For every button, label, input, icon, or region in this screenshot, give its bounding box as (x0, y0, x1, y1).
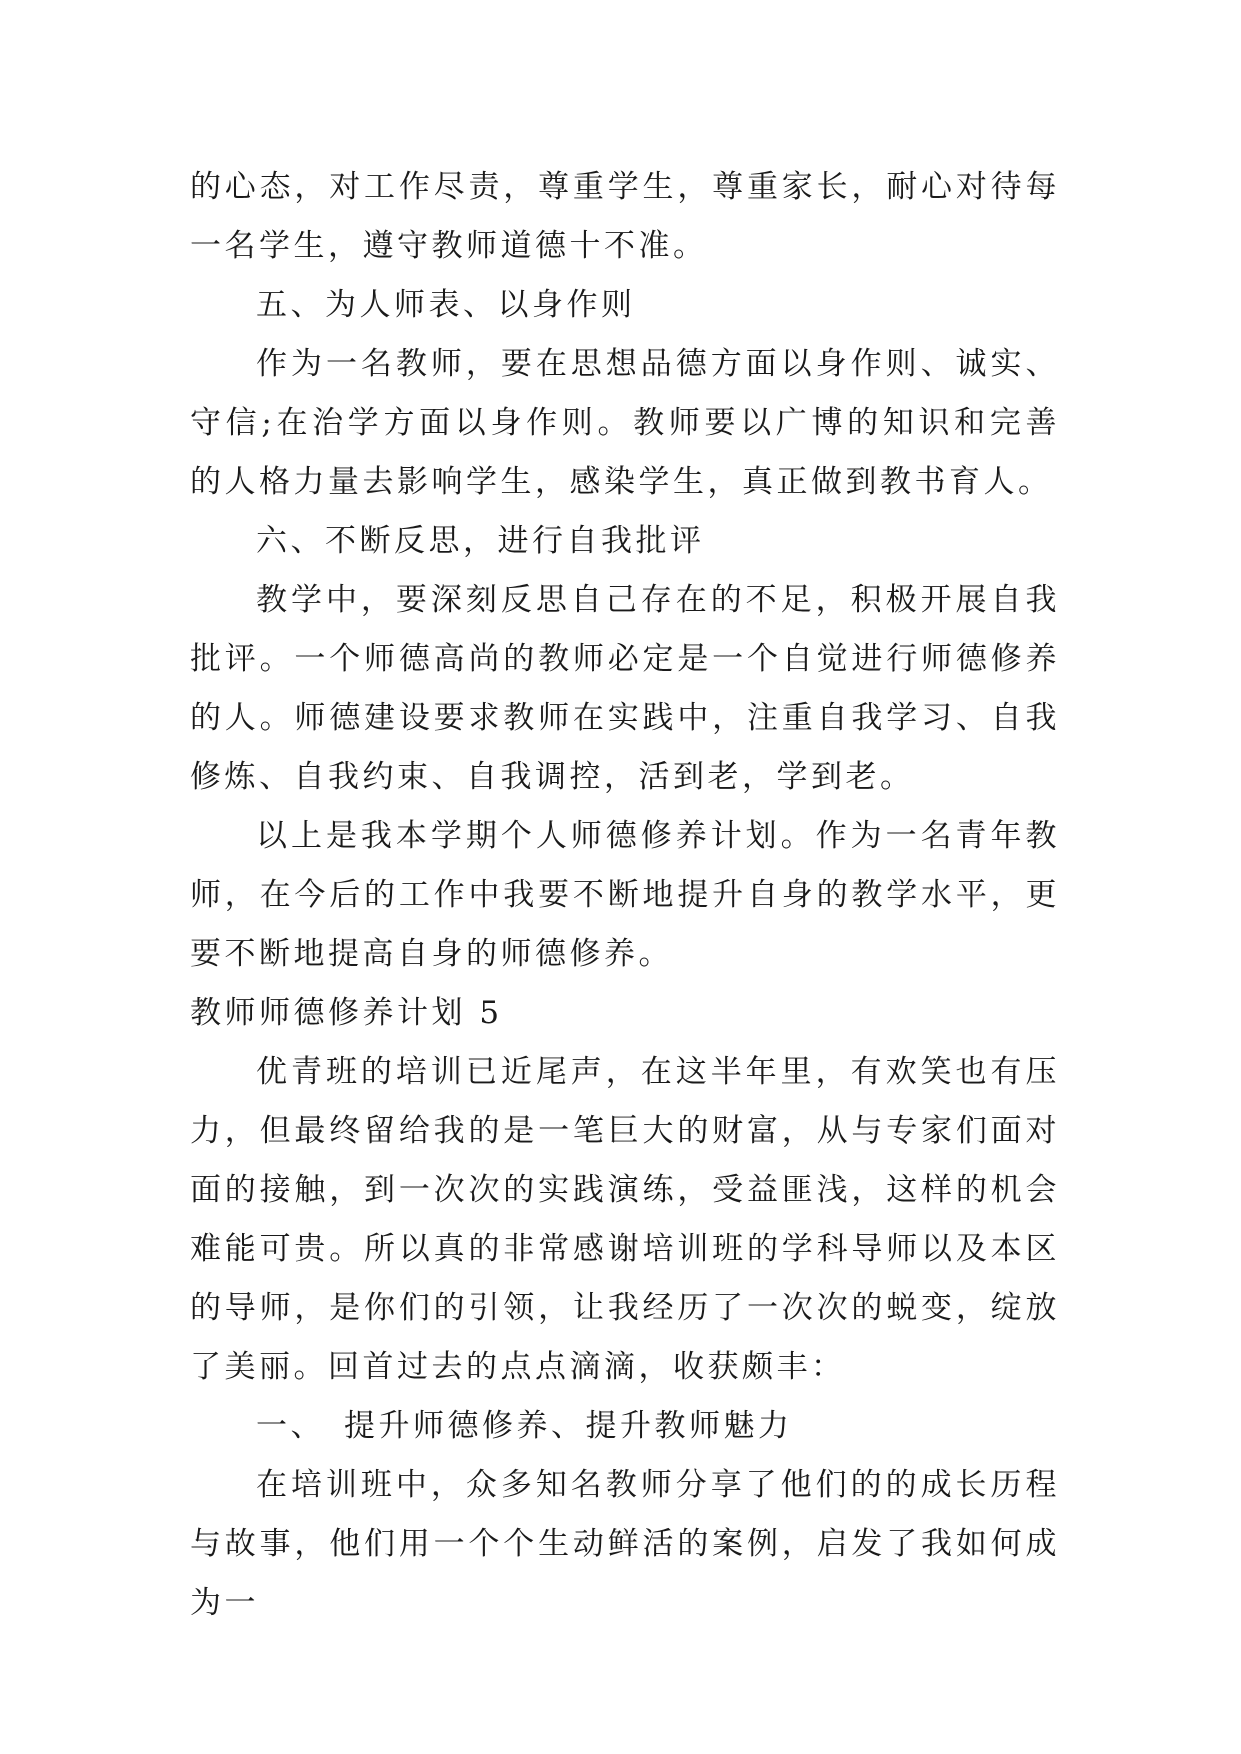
paragraph-self-reflection: 教学中，要深刻反思自己存在的不足，积极开展自我批评。一个师德高尚的教师必定是一个自觉进行师德修养的人。师德建设要求教师在实践中，注重自我学习、自我修炼、自我约束、自我调控，活到老，学到老。 (190, 582, 1060, 795)
heading-one: 一、 提升师德修养、提升教师魅力 (256, 1408, 793, 1444)
heading-six: 六、不断反思，进行自我批评 (256, 523, 705, 559)
document-body (190, 158, 1060, 1633)
paragraph-summary: 以上是我本学期个人师德修养计划。作为一名青年教师，在今后的工作中我要不断地提升自身的教学水平，更要不断地提高自身的师德修养。 (190, 818, 1060, 972)
paragraph-training-sharing: 在培训班中，众多知名教师分享了他们的的成长历程与故事，他们用一个个生动鲜活的案例，启发了我如何成为一 (190, 1467, 1060, 1621)
paragraph-training-intro: 优青班的培训已近尾声，在这半年里，有欢笑也有压力，但最终留给我的是一笔巨大的财富，从与专家们面对面的接触，到一次次的实践演练，受益匪浅，这样的机会难能可贵。所以真的非常感谢培训班的学科导师以及本区的导师，是你们的引领，让我经历了一次次的蜕变，绽放了美丽。回首过去的点点滴滴，收获颇丰： (190, 1054, 1060, 1385)
heading-five: 五、为人师表、以身作则 (256, 287, 636, 323)
paragraph-continuation: 的心态，对工作尽责，尊重学生，尊重家长，耐心对待每一名学生，遵守教师道德十不准。 (190, 169, 1060, 264)
section-title-plan-5: 教师师德修养计划 5 (190, 995, 503, 1031)
paragraph-lead-by-example: 作为一名教师，要在思想品德方面以身作则、诚实、守信;在治学方面以身作则。教师要以广博的知识和完善的人格力量去影响学生，感染学生，真正做到教书育人。 (190, 346, 1060, 500)
